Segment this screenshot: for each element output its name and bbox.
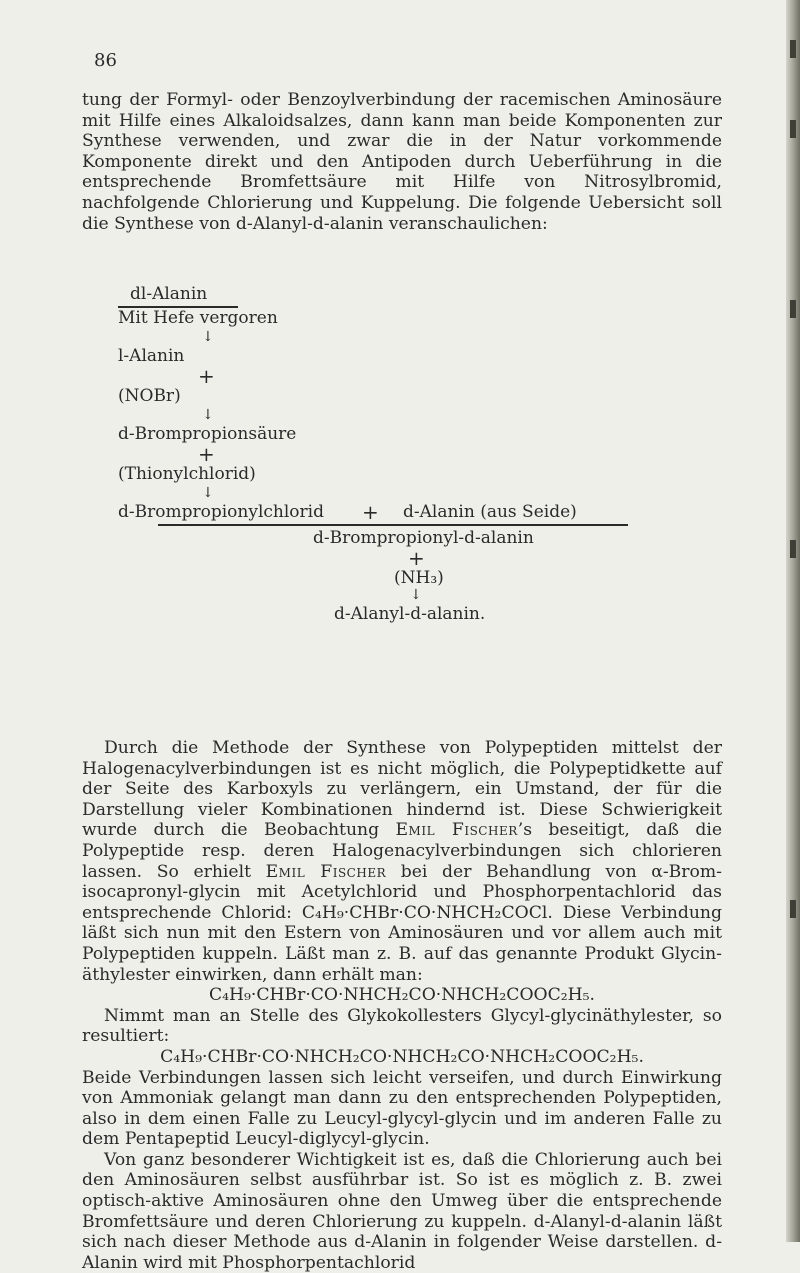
scheme-brompropionyl-alanin: d-Brompropionyl-d-alanin [313,528,534,548]
main-text [82,738,722,1273]
edge-mark [790,120,796,138]
edge-mark [790,900,796,918]
scheme-brompropionylchlorid: d-Brompropionylchlorid [118,502,324,522]
formula-2: C₄H₉·CHBr·CO·NHCH₂CO·NHCH₂CO·NHCH₂COOC₂H₅. [160,1046,644,1067]
paragraph-glycyl: Nimmt man an Stelle des Glykokollesters Glycyl-glycinäthylester, so resultiert: [82,1005,722,1047]
arrow-down-icon: ↓ [202,407,214,423]
paragraph-intro [82,90,722,234]
edge-mark [790,40,796,58]
page-number: 86 [94,50,117,71]
text-method-a: Durch die Methode der Synthese von Polypeptiden mittelst der Halogenacylverbindungen ist es nicht möglich, die Polypeptidkette auf der Seite des Karboxyls zu verlängern, ein Umstand, der für die Darstellung vieler Kombinationen hindernd ist. Diese Schwierigkeit wurde durch die Beobachtung [82,738,722,841]
scheme-rule-2 [158,524,628,526]
plus-icon: + [362,500,379,524]
scheme-product: d-Alanyl-d-alanin. [334,604,486,624]
scheme-brompropionsaeure: d-Brompropionsäure [118,424,297,444]
plus-icon: + [198,442,215,466]
author-name: Emil Fischer [395,820,518,841]
page-edge [786,0,800,1242]
scheme-step-hefe: Mit Hefe vergoren [118,308,278,328]
scheme-d-alanin-seide: d-Alanin (aus Seide) [403,502,577,522]
scheme-reagent-nobr: (NOBr) [118,386,181,406]
text-method-b: ’s beseitigt, daß die Polypeptide resp. deren Halogenacylverbindungen sich chlorieren lassen. So erhielt [82,820,723,882]
text-method-c: bei der Behandlung von α-Brom-isocapronyl-glycin mit Acetylchlorid und Phosphorpentachlorid das entsprechende Chlorid: C₄H₉·CHBr·CO·NHCH₂COCl. Diese Verbindung läßt sich nun mit den Estern von Aminosäuren und vor allem auch mit Polypeptiden kuppeln. Läßt man z. B. auf das genannte Produkt Glycin-äthylester einwirken, dann erhält man: [82,861,722,985]
scheme-reagent-nh3: (NH₃) [394,568,444,588]
paragraph-intro-text: tung der Formyl- oder Benzoylverbindung der racemischen Aminosäure mit Hilfe eines Alkaloidsalzes, dann kann man beide Komponenten zur Synthese verwenden, und zwar die in der Natur vorkommende Komponente direkt und den Antipoden durch Ueberführung in die entsprechende Bromfettsäure mit Hilfe von Nitrosylbromid, nachfolgende Chlorierung und Kuppelung. Die folgende Uebersicht soll die Synthese von d-Alanyl-d-alanin veranschaulichen: [82,90,722,234]
scheme-dl-alanin: dl-Alanin [130,284,208,304]
scheme-l-alanin: l-Alanin [118,346,185,366]
arrow-down-icon: ↓ [410,587,422,603]
scheme-reagent-thionylchlorid: (Thionylchlorid) [118,464,256,484]
paragraph-method [82,738,722,985]
plus-icon: + [408,546,425,570]
edge-mark [790,540,796,558]
plus-icon: + [198,364,215,388]
author-name-2: Emil Fischer [265,861,387,882]
paragraph-chlorierung: Von ganz besonderer Wichtigkeit ist es, daß die Chlorierung auch bei den Aminosäuren selbst ausführbar ist. So ist es möglich z. B. zwei optisch-aktive Aminosäuren ohne den Umweg über die entsprechende Bromfettsäure und deren Chlorierung zu kuppeln. d-Alanyl-d-alanin läßt sich nach dieser Methode aus d-Alanin in folgender Weise darstellen. d-Alanin wird mit Phosphorpentachlorid [82,1149,722,1273]
arrow-down-icon: ↓ [202,485,214,501]
arrow-down-icon: ↓ [202,329,214,345]
formula-1: C₄H₉·CHBr·CO·NHCH₂CO·NHCH₂COOC₂H₅. [208,985,596,1006]
paragraph-verseifen: Beide Verbindungen lassen sich leicht verseifen, und durch Einwirkung von Ammoniak gelangt man dann zu den entsprechenden Polypeptiden, also in dem einen Falle zu Leucyl-glycyl-glycin und im anderen Falle zu dem Pentapeptid Leucyl-diglycyl-glycin. [82,1067,722,1150]
edge-mark [790,300,796,318]
